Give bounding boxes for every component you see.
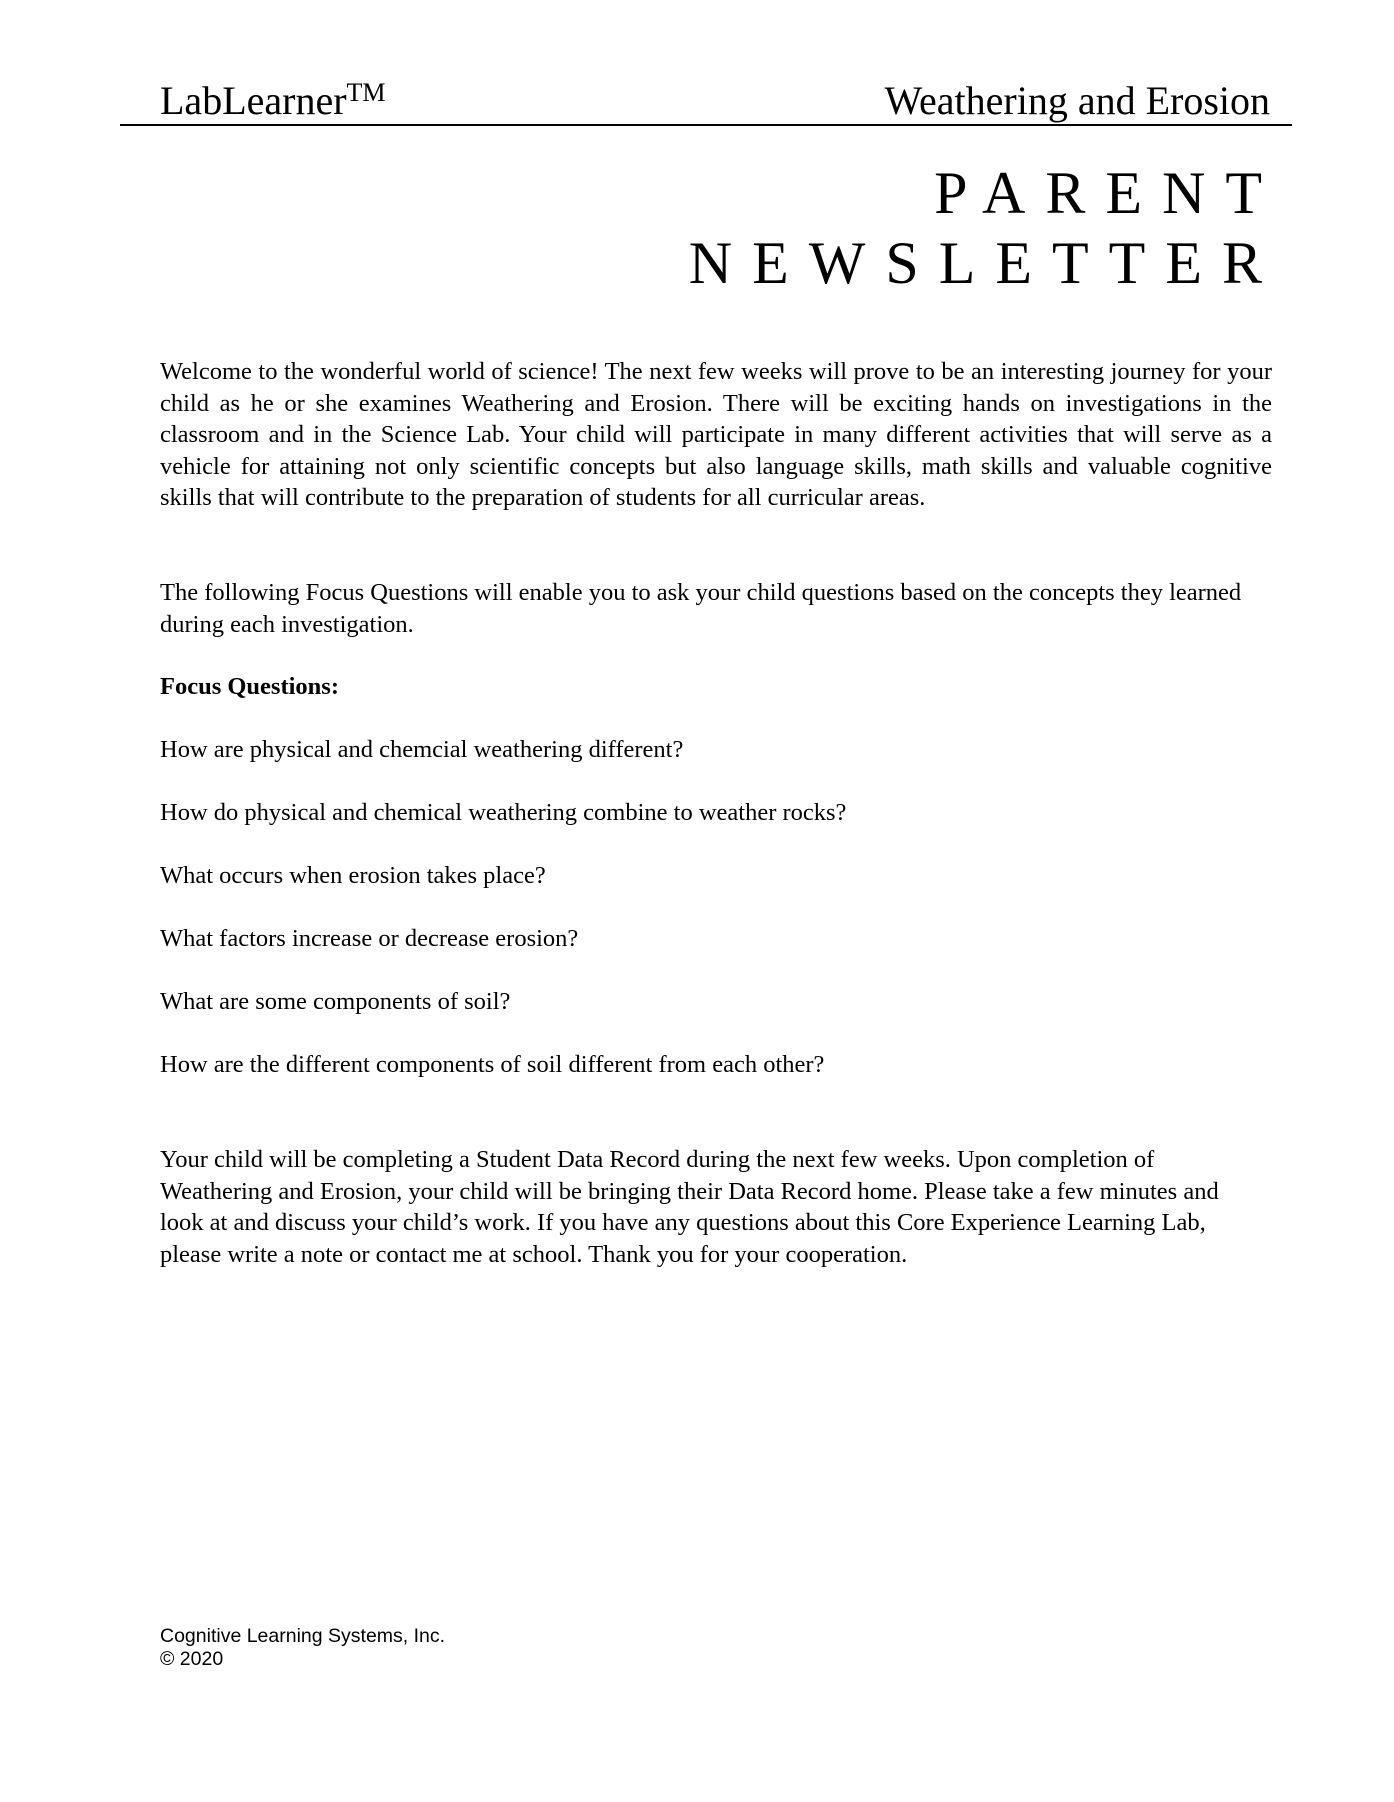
brand-name	[160, 78, 386, 124]
focus-question: What are some components of soil?	[160, 988, 511, 1015]
unit-title: Weathering and Erosion	[884, 78, 1270, 123]
trademark-symbol: TM	[346, 78, 386, 107]
company-name: Cognitive Learning Systems, Inc.	[160, 1625, 446, 1647]
focus-question: How are physical and chemcial weathering different?	[160, 736, 684, 763]
focus-question: How are the different components of soil different from each other?	[160, 1051, 825, 1078]
title-line-2: NEWSLETTER	[688, 230, 1282, 296]
brand-text: LabLearner	[160, 78, 347, 123]
page-header	[120, 78, 1292, 126]
focus-intro-paragraph: The following Focus Questions will enable you to ask your child questions based on the concepts they learned during each investigation.	[160, 579, 1242, 638]
newsletter-title	[688, 158, 1282, 298]
copyright: © 2020	[160, 1648, 224, 1670]
closing-paragraph: Your child will be completing a Student Data Record during the next few weeks. Upon completion of Weathering and Erosion, your child will be bringing their Data Record home. Please take a few minutes and look at and discuss your child’s work. If you have any questions about this Core Experience Learning Lab, please write a note or contact me at school. Thank you for your cooperation.	[160, 1146, 1219, 1268]
page-footer	[160, 1625, 445, 1671]
focus-question: What factors increase or decrease erosion?	[160, 925, 579, 952]
focus-questions-heading: Focus Questions:	[160, 673, 340, 700]
focus-question: What occurs when erosion takes place?	[160, 862, 546, 889]
intro-paragraph: Welcome to the wonderful world of science! The next few weeks will prove to be an interesting journey for your child as he or she examines Weathering and Erosion. There will be exciting hands on investigations in the classroom and in the Science Lab. Your child will participate in many different activities that will serve as a vehicle for attaining not only scientific concepts but also language skills, math skills and valuable cognitive skills that will contribute to the preparation of students for all curricular areas.	[160, 358, 1272, 511]
focus-question: How do physical and chemical weathering combine to weather rocks?	[160, 799, 847, 826]
title-line-1: PARENT	[934, 160, 1282, 226]
